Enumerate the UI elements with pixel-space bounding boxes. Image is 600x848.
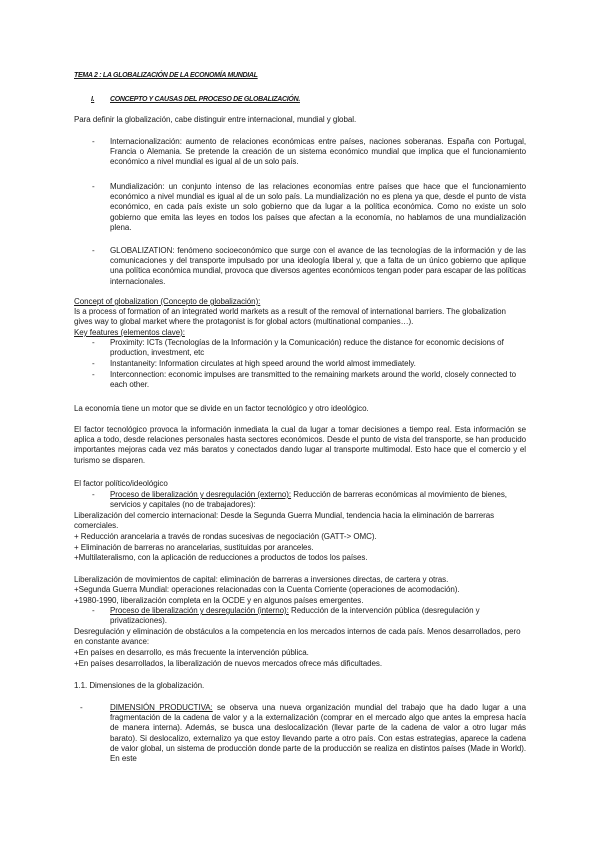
bullet-dash: - [92,182,95,191]
concept-heading: Concept of globalization (Concepto de globalización): [74,297,261,306]
bullet-dash: - [92,606,95,615]
bullet-dash: - [92,490,95,499]
internal-process-item [110,606,526,626]
bullet-dash: - [92,246,95,255]
dereg-line-3: +En países desarrollados, la liberalización de nuevos mercados ofrece más dificultades. [74,659,383,668]
tech-paragraph: El factor tecnológico provoca la información inmediata la cual da lugar a tomar decisiones a tiempo real. Esta información se aplica a todo, desde relaciones personales hasta sectores económicos. Desde el punto de vista del transporte, se han producido importantes mejoras cada vez más baratos y conectados dando lugar al transporte multimodal. Esto hace que el comercio y el turismo se disparen. [74,425,526,465]
productive-dimension-paragraph [110,703,526,764]
external-process-item [110,490,526,510]
capital-line-1: Liberalización de movimientos de capital: eliminación de barreras a inversiones directas, de cartera y otras. [74,575,449,584]
external-process-label: Proceso de liberalización y desregulación (externo): [110,490,292,499]
bullet-dash: - [92,359,95,368]
definition-mundializacion: Mundialización: un conjunto intenso de las relaciones economías entre países que hace que el funcionamiento económico a nivel mundial es igual al de un solo país. La mundialización no es plena ya que, desde el punto de vista económico, en cada país existe un solo gobierno que da lugar a la política económica. Como no existe un solo gobierno que emita las leyes en todos los países que afectan a la economía, no hablamos de una mundialización plena. [110,182,526,232]
external-process-text: Reducción de barreras económicas al movimiento de bienes, servicios y capitales (no de trabajadores): [110,490,507,510]
internal-process-text: Reducción de la intervención pública (desregulación y privatizaciones). [110,606,480,626]
section-title: CONCEPTO Y CAUSAS DEL PROCESO DE GLOBALIZACIÓN. [110,96,300,103]
document-title: TEMA 2 : LA GLOBALIZACIÓN DE LA ECONOMÍA MUNDIAL [74,72,258,79]
capital-line-3: +1980-1990, liberalización completa en la OCDE y en algunos países emergentes. [74,596,364,605]
motor-paragraph: La economía tiene un motor que se divide en un factor tecnológico y otro ideológico. [74,404,369,413]
productive-dimension-text: se observa una nueva organización mundial del trabajo que ha dado lugar a una fragmentación de la cadena de valor y a la externalización (comprar en el mercado algo que antes la empresa hacía de manera interna). Además, se busca una deslocalización (llevar parte de la cadena de valor a otro lugar más barato). Si deslocalizo, externalizo ya que estoy llevando parte a otro país. Con estas estrategias, aparece la cadena de valor global, un sistema de producción donde parte de la producción se realiza en distintos países (Made in World). En este [110,703,526,764]
bullet-dash: - [92,137,95,146]
dereg-line-1: Desregulación y eliminación de obstáculos a la competencia en los mercados internos de cada país. Menos desarrollados, pero en constante avance: [74,627,521,647]
subsection-heading: 1.1. Dimensiones de la globalización. [74,681,205,690]
trade-line-1: Liberalización del comercio internacional: Desde la Segunda Guerra Mundial, tendencia hacia la eliminación de barreras comerciales. [74,511,495,531]
bullet-dash: - [80,703,83,712]
key-feature-interconnection: Interconnection: economic impulses are transmitted to the remaining markets around the world, closely connected to each other. [110,370,517,390]
capital-line-2: +Segunda Guerra Mundial: operaciones relacionadas con la Cuenta Corriente (operaciones de acomodación). [74,585,460,594]
key-feature-proximity: Proximity: ICTs (Tecnologías de la Información y la Comunicación) reduce the distance for economic decisions of production, investment, etc [110,338,504,358]
concept-paragraph: Is a process of formation of an integrated world markets as a result of the removal of international barriers. The globalization gives way to global market where the protagonist is for global actors (multinational companies…). [74,307,506,327]
trade-line-3: + Eliminación de barreras no arancelarias, sustituidas por aranceles. [74,543,314,552]
dereg-line-2: +En países en desarrollo, es más frecuente la intervención pública. [74,648,309,657]
internal-process-label: Proceso de liberalización y desregulación (interno): [110,606,289,615]
bullet-dash: - [92,338,95,347]
factor-heading: El factor político/ideológico [74,479,168,488]
section-number: I. [91,96,95,103]
trade-line-2: + Reducción arancelaria a través de rondas sucesivas de negociación (GATT-> OMC). [74,532,377,541]
intro-paragraph: Para definir la globalización, cabe distinguir entre internacional, mundial y global. [74,115,357,124]
trade-line-4: +Multilateralismo, con la aplicación de reducciones a productos de todos los países. [74,553,368,562]
definition-internacionalizacion: Internacionalización: aumento de relaciones económicas entre países, naciones soberanas. España con Portugal, Francia o Alemania. Se pretende la creación de un sistema económico mundial que implica que el funcionamiento económico a nivel mundial es igual al de un solo país. [110,137,526,167]
definition-globalization: GLOBALIZATION: fenómeno socioeconómico que surge con el avance de las tecnologías de la información y de las comunicaciones y del transporte impulsado por una ideología liberal y, que a falta de un único gobierno que aplique una política económica mundial, provoca que diversos agentes económicos tengan poder para escapar de las políticas internacionales. [110,246,526,286]
bullet-dash: - [92,370,95,379]
key-feature-instantaneity: Instantaneity: Information circulates at high speed around the world almost immediately. [110,359,416,368]
key-features-heading: Key features (elementos clave): [74,328,185,337]
productive-dimension-label: DIMENSIÓN PRODUCTIVA: [110,703,213,712]
